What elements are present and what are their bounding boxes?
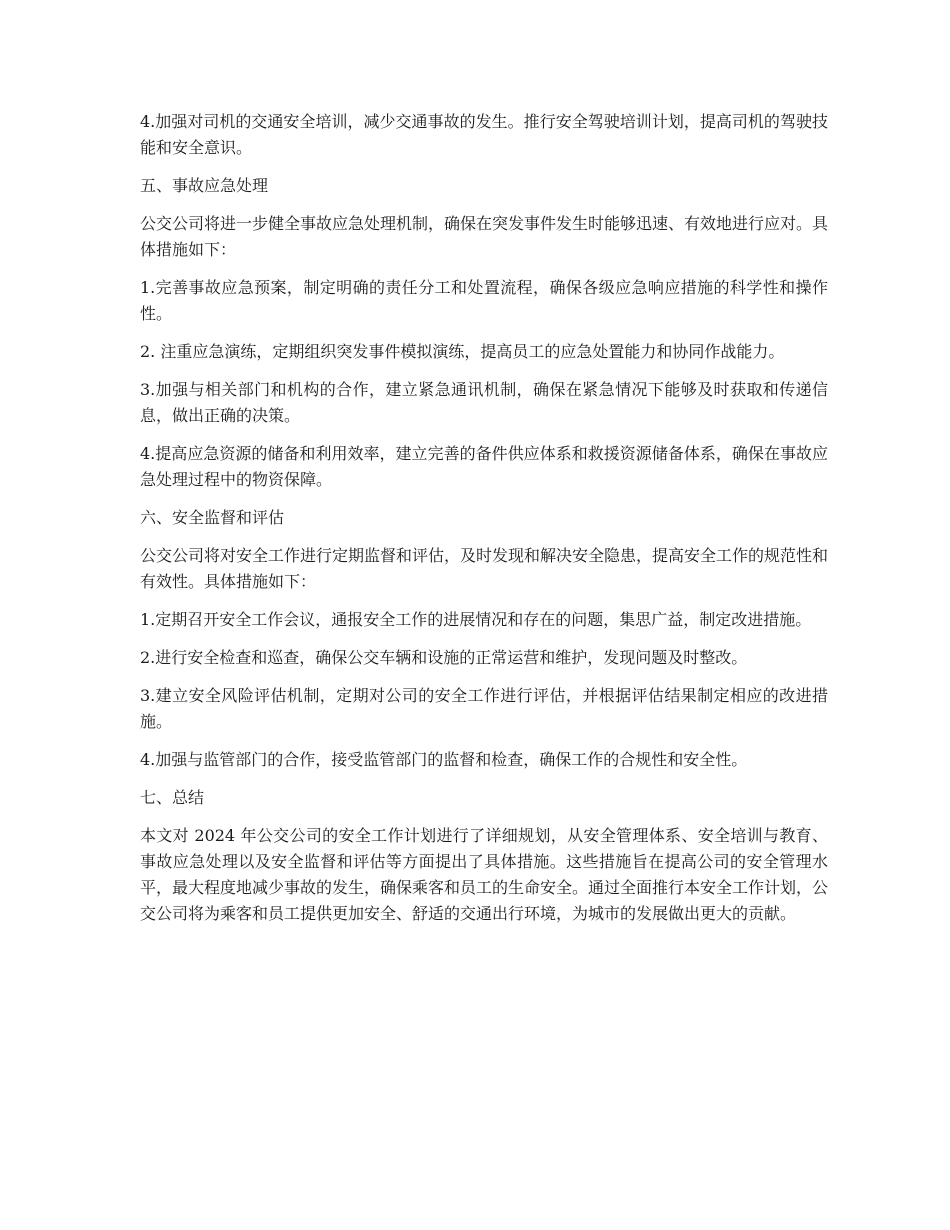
document-body: [140, 109, 828, 939]
emergency-item-2: 2. 注重应急演练，定期组织突发事件模拟演练，提高员工的应急处置能力和协同作战能力。: [140, 342, 785, 361]
supervision-intro-paragraph: 公交公司将对安全工作进行定期监督和评估，及时发现和解决安全隐患，提高安全工作的规范性和有效性。具体措施如下：: [140, 546, 829, 591]
item-driver-training: 4.加强对司机的交通安全培训，减少交通事故的发生。推行安全驾驶培训计划，提高司机的驾驶技能和安全意识。: [140, 112, 828, 157]
supervision-item-4: 4.加强与监管部门的合作，接受监管部门的监督和检查，确保工作的合规性和安全性。: [140, 750, 748, 769]
summary-paragraph: 本文对 2024 年公交公司的安全工作计划进行了详细规划，从安全管理体系、安全培训与教育、事故应急处理以及安全监督和评估等方面提出了具体措施。这些措施旨在提高公司的安全管理水平，最大程度地减少事故的发生，确保乘客和员工的生命安全。通过全面推行本安全工作计划，公交公司将为乘客和员工提供更加安全、舒适的交通出行环境，为城市的发展做出更大的贡献。: [140, 826, 829, 923]
emergency-item-4: 4.提高应急资源的储备和利用效率，建立完善的备件供应体系和救援资源储备体系，确保在事故应急处理过程中的物资保障。: [140, 444, 828, 489]
supervision-item-1: 1.定期召开安全工作会议，通报安全工作的进展情况和存在的问题，集思广益，制定改进措施。: [140, 610, 812, 629]
section-heading-summary: 七、总结: [140, 788, 205, 807]
section-heading-emergency-handling: 五、事故应急处理: [140, 176, 269, 195]
supervision-item-2: 2.进行安全检查和巡查，确保公交车辆和设施的正常运营和维护，发现问题及时整改。: [140, 648, 748, 667]
emergency-item-3: 3.加强与相关部门和机构的合作，建立紧急通讯机制，确保在紧急情况下能够及时获取和传递信息，做出正确的决策。: [140, 380, 828, 425]
supervision-item-3: 3.建立安全风险评估机制，定期对公司的安全工作进行评估，并根据评估结果制定相应的改进措施。: [140, 686, 828, 731]
section-heading-supervision-evaluation: 六、安全监督和评估: [140, 508, 285, 527]
emergency-item-1: 1.完善事故应急预案，制定明确的责任分工和处置流程，确保各级应急响应措施的科学性和操作性。: [140, 278, 828, 323]
emergency-intro-paragraph: 公交公司将进一步健全事故应急处理机制，确保在突发事件发生时能够迅速、有效地进行应对。具体措施如下：: [140, 214, 829, 259]
